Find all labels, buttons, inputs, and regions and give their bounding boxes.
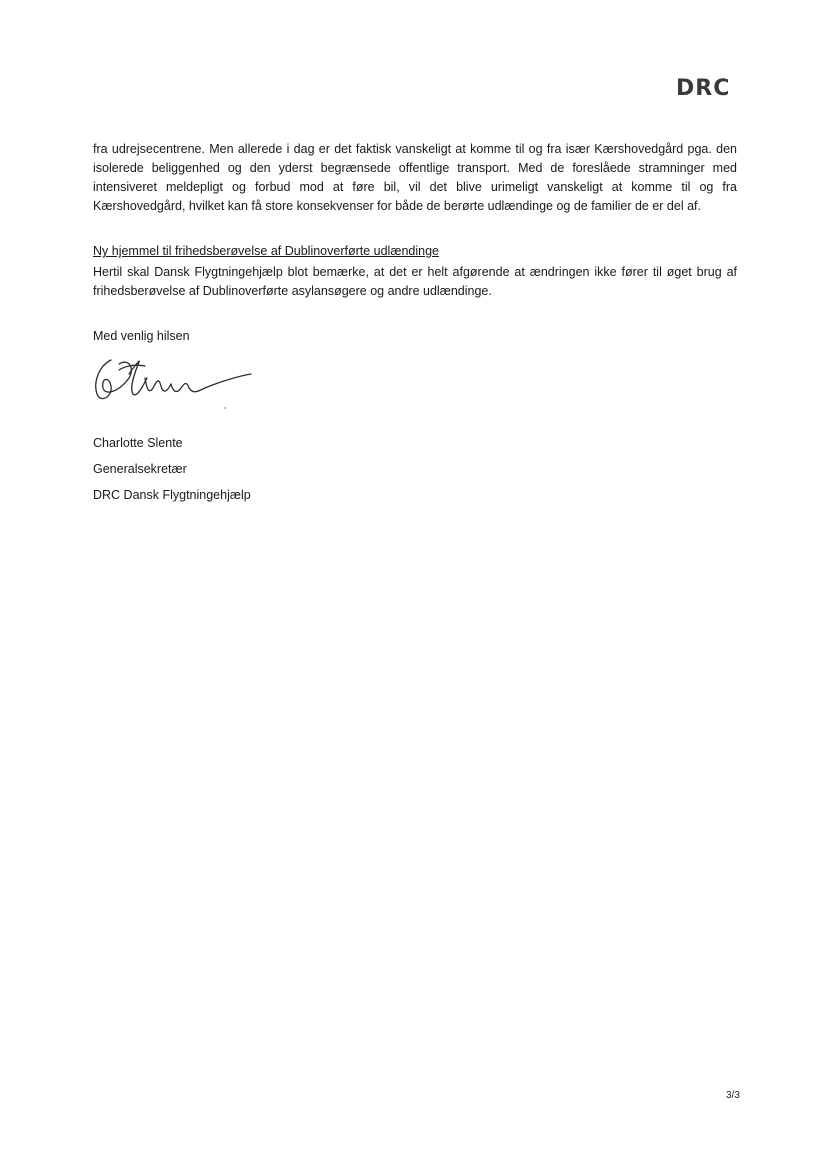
signatory-name: Charlotte Slente <box>93 436 183 450</box>
letter-body <box>93 140 737 512</box>
paragraph-dublin: Hertil skal Dansk Flygtningehjælp blot bemærke, at det er helt afgørende at ændringen ikke fører til øget brug af frihedsberøvelse af Dublinoverførte asylansøgere og andre udlændinge. <box>93 265 737 298</box>
signatory-organization: DRC Dansk Flygtningehjælp <box>93 488 251 502</box>
paragraph-continuation: fra udrejsecentrene. Men allerede i dag er det faktisk vanskeligt at komme til og fra især Kærshovedgård pga. den isolerede beliggenhed og den yderst begrænsede offentlige transport. Med de foreslåede stramninger med intensiveret meldepligt og forbud mod at føre bil, vil det blive urimeligt vanskeligt at komme til og fra Kærshovedgård, hvilket kan få store konsekvenser for både de berørte udlændinge og de familier de er del af. <box>93 142 737 213</box>
handwritten-signature <box>89 348 259 418</box>
signatory-title: Generalsekretær <box>93 462 187 476</box>
section-heading: Ny hjemmel til frihedsberøvelse af Dublinoverførte udlændinge <box>93 244 439 258</box>
signature-block <box>93 434 737 505</box>
closing-greeting: Med venlig hilsen <box>93 329 190 343</box>
drc-logo: DRC <box>676 76 731 101</box>
page-number: 3/3 <box>726 1090 740 1101</box>
